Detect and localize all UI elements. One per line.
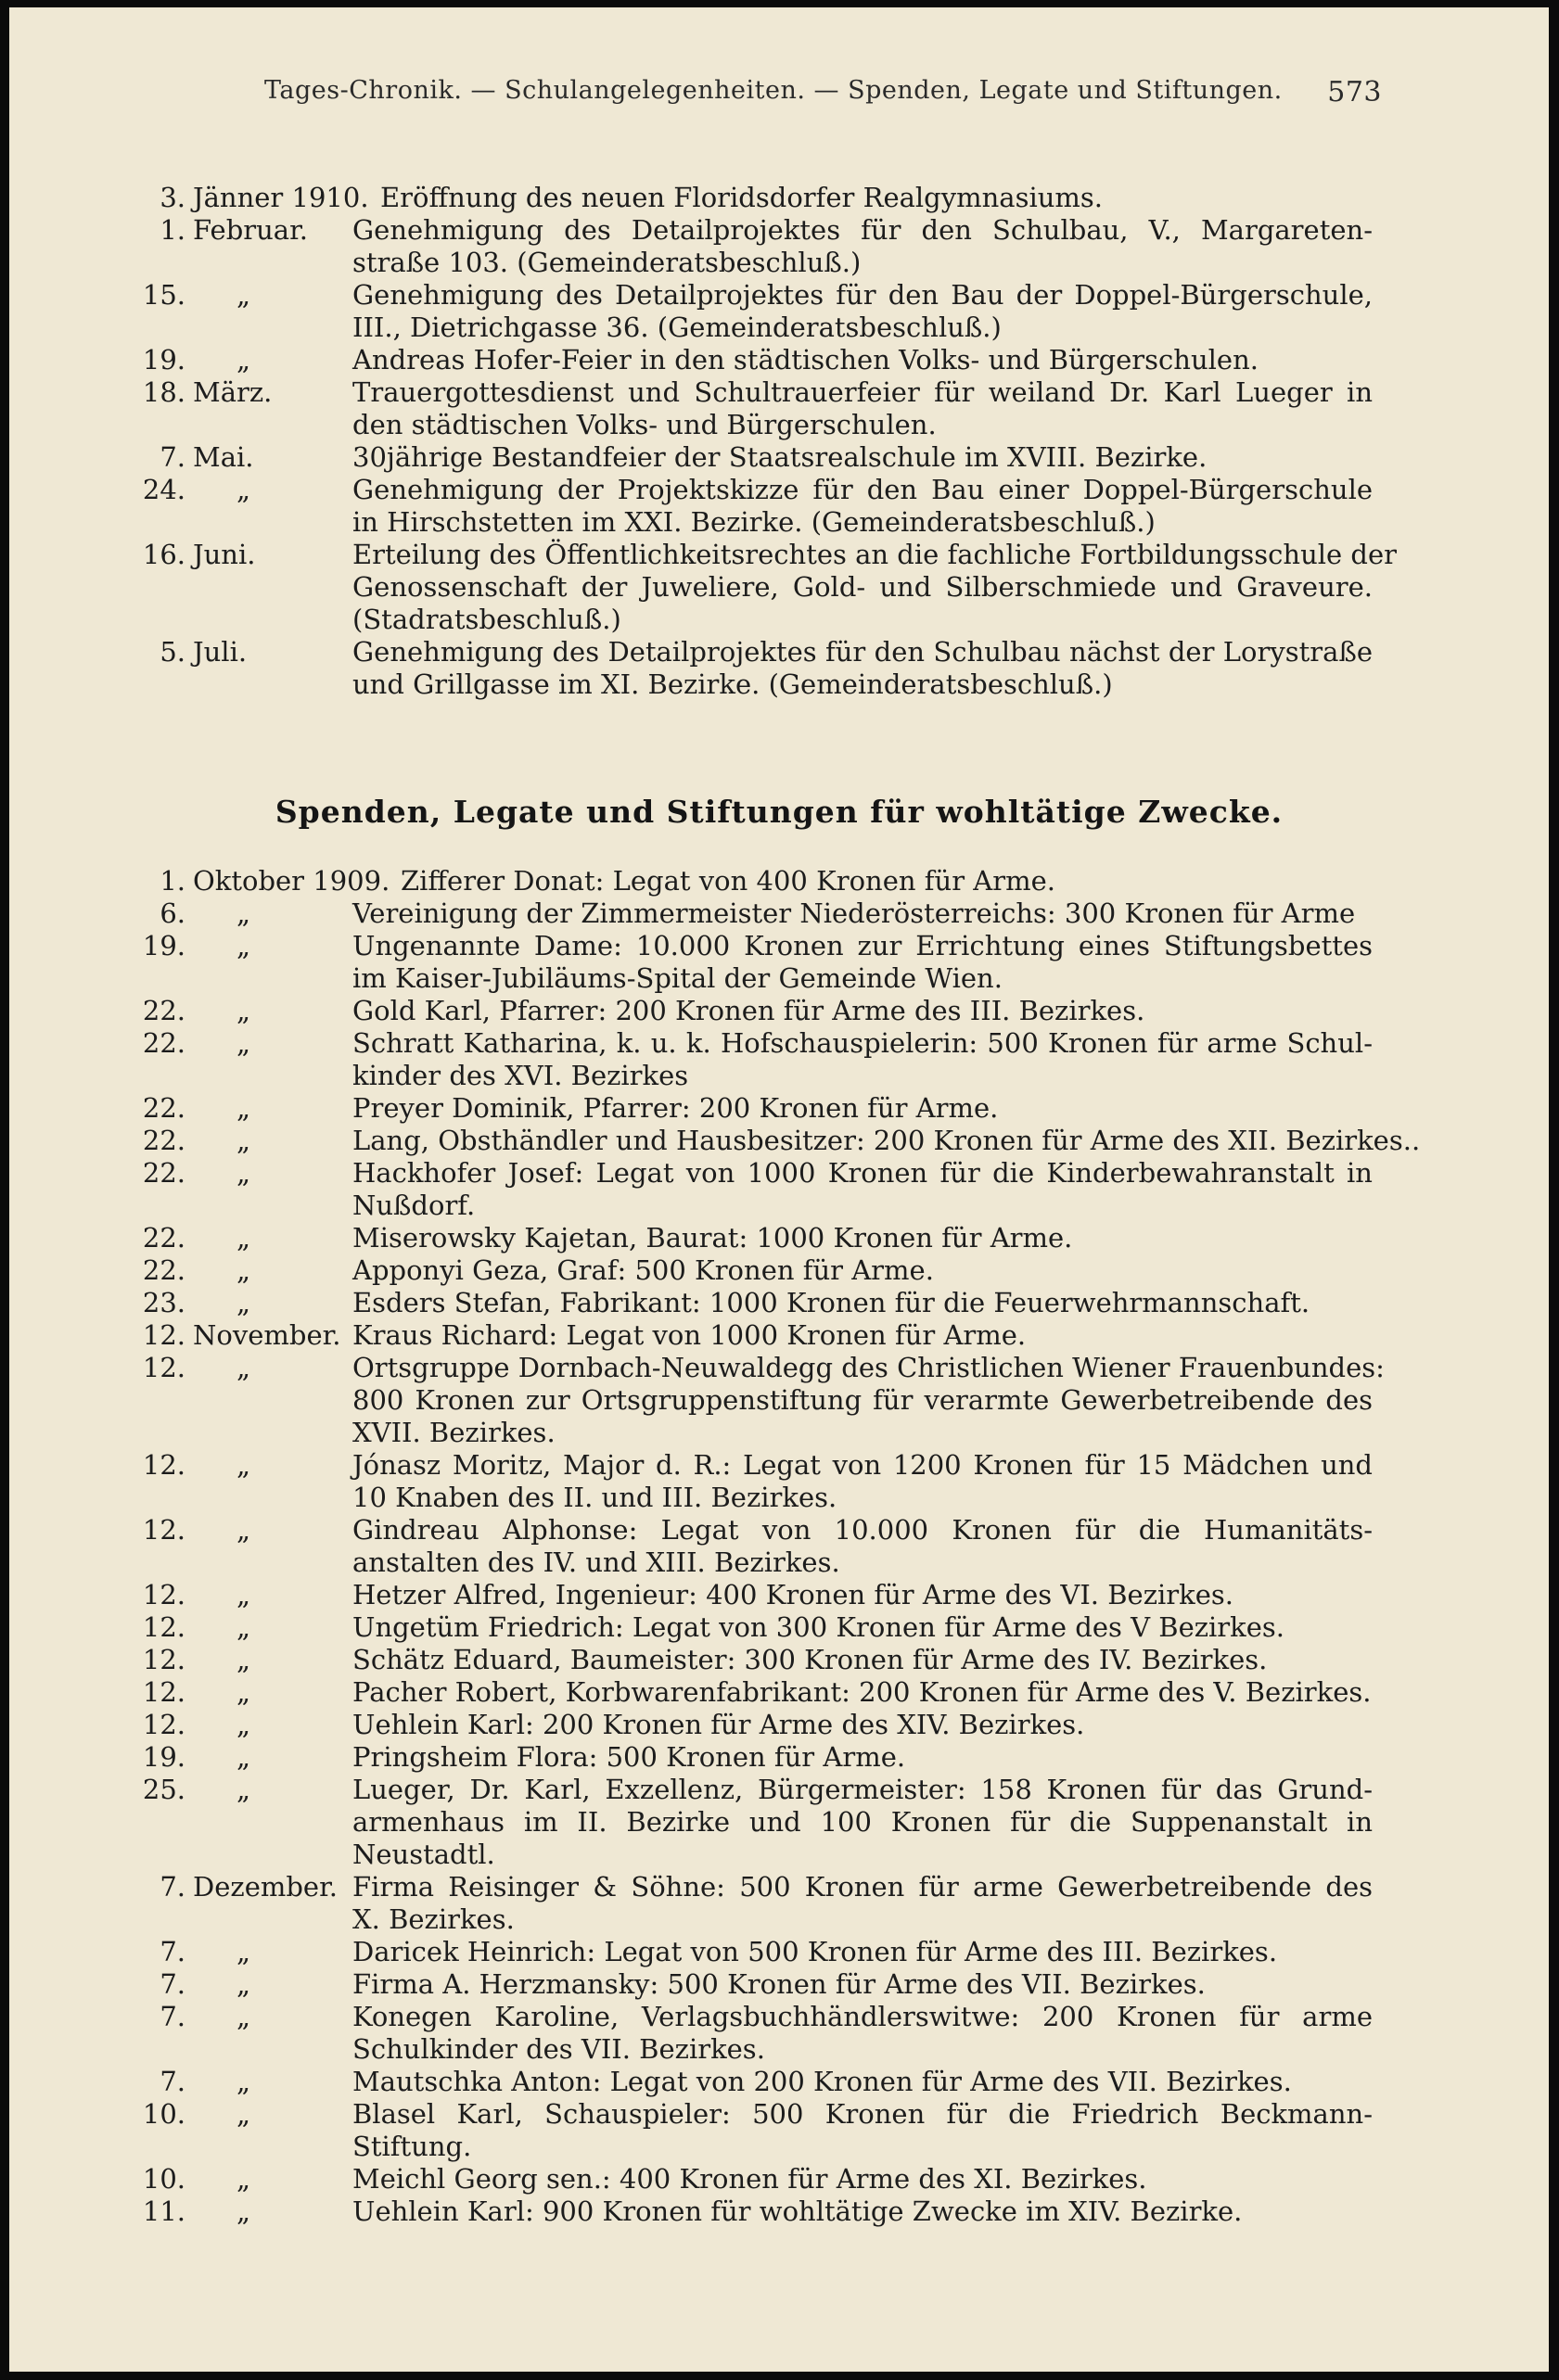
entry-line [9, 2098, 1549, 2131]
entry-text: Hetzer Alfred, Ingenieur: 400 Kronen für Arme des VI. Bezirkes. [352, 1579, 1233, 1610]
chronicle-entry [9, 1287, 1549, 1319]
entry-month: „ [236, 2098, 251, 2130]
entry-day: 5. [160, 636, 185, 668]
entry-line [9, 2163, 1549, 2195]
chronicle-entry [9, 2195, 1549, 2228]
chronicle-entry [9, 2163, 1549, 2195]
entry-day: 1. [160, 214, 185, 246]
entry-day: 16. [142, 539, 185, 570]
entry-text: Genehmigung des Detailprojektes für den Schulbau, V., Margareten- [352, 214, 1373, 246]
entry-text: Preyer Dominik, Pfarrer: 200 Kronen für Arme. [352, 1092, 999, 1124]
entry-day: 12. [142, 1676, 185, 1708]
entry-text: Genehmigung der Projektskizze für den Bau einer Doppel-Bürgerschule [352, 474, 1373, 505]
entry-line [9, 995, 1549, 1027]
entry-text: Uehlein Karl: 200 Kronen für Arme des XIV. Bezirkes. [352, 1709, 1085, 1740]
entry-line [9, 539, 1549, 571]
entry-month: „ [236, 1709, 251, 1740]
entry-day: 11. [142, 2195, 185, 2227]
chronicle-entry [9, 636, 1549, 701]
entry-line [9, 1254, 1549, 1287]
entry-text: straße 103. (Gemeinderatsbeschluß.) [352, 247, 862, 278]
entry-text: (Stadratsbeschluß.) [352, 604, 621, 635]
entry-month: Juni. [193, 539, 256, 570]
entry-text: Erteilung des Öffentlichkeitsrechtes an die fachliche Fortbildungsschule der [352, 539, 1398, 570]
entry-line [9, 1644, 1549, 1676]
chronicle-entry [9, 1774, 1549, 1871]
entry-month: „ [236, 1936, 251, 1967]
entry-text: 800 Kronen zur Ortsgruppenstiftung für verarmte Gewerbetreibende des [352, 1384, 1373, 1416]
entry-line [9, 1546, 1549, 1579]
entry-month: „ [236, 2001, 251, 2032]
chronicle-entry [9, 897, 1549, 930]
entry-day: 10. [142, 2163, 185, 2195]
entry-day: 12. [142, 1449, 185, 1481]
entry-month: „ [236, 1027, 251, 1059]
entry-month: Mai. [193, 441, 254, 473]
entry-line [9, 1611, 1549, 1644]
entry-day: 10. [142, 2098, 185, 2130]
entry-month: November. [193, 1319, 341, 1351]
entry-day: 22. [142, 1092, 185, 1124]
entry-text: Andreas Hofer-Feier in den städtischen Volks- und Bürgerschulen. [352, 344, 1259, 375]
entry-line [9, 1482, 1549, 1514]
chronicle-entry [9, 930, 1549, 995]
entry-day: 22. [142, 995, 185, 1026]
entry-line [9, 1871, 1549, 1903]
entry-text: Genehmigung des Detailprojektes für den Schulbau nächst der Lorystraße [352, 636, 1373, 668]
entry-line [9, 279, 1549, 312]
entry-line [9, 1806, 1549, 1839]
chronicle-entry [9, 441, 1549, 474]
entry-line [9, 1125, 1549, 1157]
chronicle-entry [9, 1709, 1549, 1741]
entry-text: Vereinigung der Zimmermeister Niederösterreichs: 300 Kronen für Arme [352, 897, 1356, 929]
entry-text: kinder des XVI. Bezirkes [352, 1060, 689, 1091]
chronicle-entry [9, 1611, 1549, 1644]
entry-day: 12. [142, 1352, 185, 1383]
entry-text: Mautschka Anton: Legat von 200 Kronen für Arme des VII. Bezirkes. [352, 2066, 1292, 2097]
entry-month: Juli. [193, 636, 248, 668]
entry-day: 25. [142, 1774, 185, 1805]
entry-day: 23. [142, 1287, 185, 1318]
entry-month: „ [236, 2066, 251, 2097]
entry-month: „ [236, 1611, 251, 1643]
entry-text: Kraus Richard: Legat von 1000 Kronen für Arme. [352, 1319, 1027, 1351]
entry-text: Jónasz Moritz, Major d. R.: Legat von 1200 Kronen für 15 Mädchen und [352, 1449, 1373, 1481]
chronicle-entry [9, 995, 1549, 1027]
entry-text: Pringsheim Flora: 500 Kronen für Arme. [352, 1741, 906, 1773]
entry-day: 7. [160, 1936, 185, 1967]
entry-line [9, 1449, 1549, 1482]
entry-line [9, 1741, 1549, 1774]
entry-text: Konegen Karoline, Verlagsbuchhändlerswitwe: 200 Kronen für arme [352, 2001, 1373, 2032]
entry-text: Schratt Katharina, k. u. k. Hofschauspielerin: 500 Kronen für arme Schul- [352, 1027, 1373, 1059]
entry-day: 12. [142, 1611, 185, 1643]
entry-line [9, 2195, 1549, 2228]
entry-line [9, 474, 1549, 506]
entry-month: „ [236, 2195, 251, 2227]
entry-day: 12. [142, 1319, 185, 1351]
entry-line [9, 1027, 1549, 1060]
entry-month: „ [236, 1287, 251, 1318]
entry-line [9, 668, 1549, 701]
entry-line [9, 1287, 1549, 1319]
chronicle-entry [9, 1092, 1549, 1125]
entry-line [9, 930, 1549, 962]
chronicle-entry [9, 1222, 1549, 1254]
entry-text: Zifferer Donat: Legat von 400 Kronen für Arme. [401, 865, 1055, 897]
entry-day: 22. [142, 1254, 185, 1286]
entry-day: 22. [142, 1222, 185, 1254]
entry-month: „ [236, 1449, 251, 1481]
entry-line [9, 2131, 1549, 2163]
chronicle-entry [9, 1254, 1549, 1287]
entry-line [9, 376, 1549, 409]
entry-text: Firma Reisinger & Söhne: 500 Kronen für arme Gewerbetreibende des [352, 1871, 1373, 1903]
entry-month: „ [236, 930, 251, 961]
entry-text: und Grillgasse im XI. Bezirke. (Gemeinderatsbeschluß.) [352, 668, 1113, 700]
entry-text: Trauergottesdienst und Schultrauerfeier für weiland Dr. Karl Lueger in [352, 376, 1373, 408]
entry-line [9, 1579, 1549, 1611]
entry-text: Genehmigung des Detailprojektes für den Bau der Doppel-Bürgerschule, [352, 279, 1373, 311]
entry-text: XVII. Bezirkes. [352, 1417, 556, 1448]
donations-list [9, 865, 1549, 2228]
entry-text: Uehlein Karl: 900 Kronen für wohltätige Zwecke im XIV. Bezirke. [352, 2195, 1243, 2227]
chronicle-entry [9, 1644, 1549, 1676]
entry-text: Genossenschaft der Juweliere, Gold- und Silberschmiede und Graveure. [352, 571, 1373, 603]
entry-month: „ [236, 1092, 251, 1124]
entry-day: 18. [142, 376, 185, 408]
chronicle-entry [9, 1352, 1549, 1449]
entry-text: Ungenannte Dame: 10.000 Kronen zur Errichtung eines Stiftungsbettes [352, 930, 1373, 961]
entry-month: „ [236, 1352, 251, 1383]
entry-text: Blasel Karl, Schauspieler: 500 Kronen für die Friedrich Beckmann- [352, 2098, 1373, 2130]
chronicle-entry [9, 1125, 1549, 1157]
entry-text: Hackhofer Josef: Legat von 1000 Kronen für die Kinderbewahranstalt in [352, 1157, 1373, 1189]
entry-day: 12. [142, 1579, 185, 1610]
entry-line [9, 214, 1549, 247]
entry-text: Meichl Georg sen.: 400 Kronen für Arme des XI. Bezirkes. [352, 2163, 1147, 2195]
entry-text: III., Dietrichgasse 36. (Gemeinderatsbeschluß.) [352, 312, 1002, 343]
entry-month: „ [236, 1254, 251, 1286]
entry-line [9, 1417, 1549, 1449]
entry-month: „ [236, 1774, 251, 1805]
entry-text: Schulkinder des VII. Bezirkes. [352, 2033, 765, 2065]
entry-line [9, 1384, 1549, 1417]
page-number: 573 [1327, 76, 1382, 108]
entry-text: Daricek Heinrich: Legat von 500 Kronen für Arme des III. Bezirkes. [352, 1936, 1278, 1967]
entry-line [9, 506, 1549, 539]
entry-month: Jänner 1910. [193, 182, 369, 213]
entry-day: 22. [142, 1157, 185, 1189]
entry-text: Ortsgruppe Dornbach-Neuwaldegg des Christlichen Wiener Frauenbundes: [352, 1352, 1385, 1383]
entry-day: 15. [142, 279, 185, 311]
entry-text: Schätz Eduard, Baumeister: 300 Kronen für Arme des IV. Bezirkes. [352, 1644, 1268, 1675]
entry-month: „ [236, 1644, 251, 1675]
entry-text: Pacher Robert, Korbwarenfabrikant: 200 Kronen für Arme des V. Bezirkes. [352, 1676, 1372, 1708]
chronicle-entry [9, 865, 1549, 897]
entry-month: „ [236, 344, 251, 375]
entry-day: 12. [142, 1644, 185, 1675]
entry-text: Firma A. Herzmansky: 500 Kronen für Arme des VII. Bezirkes. [352, 1968, 1206, 2000]
entry-line [9, 1319, 1549, 1352]
entry-line [9, 1839, 1549, 1871]
entry-text: X. Bezirkes. [352, 1903, 515, 1935]
entry-line [9, 1676, 1549, 1709]
entry-month: Oktober 1909. [193, 865, 390, 897]
entry-line [9, 604, 1549, 636]
chronicle-entry [9, 182, 1549, 214]
entry-month: „ [236, 279, 251, 311]
entry-day: 7. [160, 2001, 185, 2032]
chronicle-entry [9, 1157, 1549, 1222]
entry-day: 24. [142, 474, 185, 505]
entry-text: Apponyi Geza, Graf: 500 Kronen für Arme. [352, 1254, 934, 1286]
chronicle-entry [9, 1449, 1549, 1514]
entry-month: „ [236, 897, 251, 929]
section-title: Spenden, Legate und Stiftungen für wohltätige Zwecke. [275, 794, 1284, 830]
entry-line [9, 1352, 1549, 1384]
chronicle-entry [9, 344, 1549, 376]
entry-text: Miserowsky Kajetan, Baurat: 1000 Kronen für Arme. [352, 1222, 1073, 1254]
entry-line [9, 1190, 1549, 1222]
entry-line [9, 897, 1549, 930]
chronicle-entry [9, 2066, 1549, 2098]
entry-text: den städtischen Volks- und Bürgerschulen. [352, 409, 937, 440]
entry-month: „ [236, 1579, 251, 1610]
entry-month: „ [236, 1222, 251, 1254]
chronicle-entry [9, 1579, 1549, 1611]
entry-line [9, 1060, 1549, 1092]
entry-text: 30jährige Bestandfeier der Staatsrealschule im XVIII. Bezirke. [352, 441, 1208, 473]
entry-text: Stiftung. [352, 2131, 472, 2162]
entry-text: Neustadtl. [352, 1839, 495, 1870]
entry-line [9, 441, 1549, 474]
entry-month: „ [236, 1157, 251, 1189]
entry-line [9, 1968, 1549, 2001]
entry-text: armenhaus im II. Bezirke und 100 Kronen für die Suppenanstalt in [352, 1806, 1373, 1838]
entry-month: „ [236, 995, 251, 1026]
entry-month: „ [236, 1741, 251, 1773]
entry-month: „ [236, 1125, 251, 1156]
entry-day: 22. [142, 1027, 185, 1059]
entry-text: Eröffnung des neuen Floridsdorfer Realgymnasiums. [380, 182, 1104, 213]
chronicle-entry [9, 1676, 1549, 1709]
entry-line [9, 1157, 1549, 1190]
entry-line [9, 247, 1549, 279]
chronicle-entry [9, 1319, 1549, 1352]
entry-line [9, 1092, 1549, 1125]
entry-line [9, 962, 1549, 995]
document-page [9, 7, 1549, 2372]
chronicle-entry [9, 1936, 1549, 1968]
chronicle-entry [9, 1514, 1549, 1579]
entry-line [9, 1774, 1549, 1806]
chronicle-entry [9, 279, 1549, 344]
chronicle-entry [9, 1027, 1549, 1092]
entry-day: 22. [142, 1125, 185, 1156]
entry-line [9, 1222, 1549, 1254]
entry-month: Februar. [193, 214, 308, 246]
entry-line [9, 1514, 1549, 1546]
entry-text: Lang, Obsthändler und Hausbesitzer: 200 Kronen für Arme des XII. Bezirkes.. [352, 1125, 1421, 1156]
chronicle-entry [9, 539, 1549, 636]
chronicle-entry [9, 1968, 1549, 2001]
entry-line [9, 2066, 1549, 2098]
entry-text: 10 Knaben des II. und III. Bezirkes. [352, 1482, 837, 1513]
entry-text: Gindreau Alphonse: Legat von 10.000 Kronen für die Humanitäts- [352, 1514, 1373, 1546]
entry-month: „ [236, 1514, 251, 1546]
entry-day: 7. [160, 441, 185, 473]
entry-month: „ [236, 1676, 251, 1708]
entry-day: 6. [160, 897, 185, 929]
running-header [264, 76, 1382, 108]
entry-text: Lueger, Dr. Karl, Exzellenz, Bürgermeister: 158 Kronen für das Grund- [352, 1774, 1373, 1805]
entry-line [9, 865, 1549, 897]
entry-line [9, 1936, 1549, 1968]
entry-day: 12. [142, 1709, 185, 1740]
entry-month: „ [236, 1968, 251, 2000]
entry-text: Ungetüm Friedrich: Legat von 300 Kronen für Arme des V Bezirkes. [352, 1611, 1284, 1643]
entry-day: 12. [142, 1514, 185, 1546]
entry-day: 19. [142, 930, 185, 961]
entry-line [9, 636, 1549, 668]
entry-text: in Hirschstetten im XXI. Bezirke. (Gemeinderatsbeschluß.) [352, 506, 1156, 538]
header-title: Tages-Chronik. — Schulangelegenheiten. — Spenden, Legate und Stiftungen. [264, 76, 1283, 105]
entry-line [9, 1709, 1549, 1741]
entry-day: 7. [160, 1968, 185, 2000]
entry-day: 7. [160, 1871, 185, 1903]
entry-text: Gold Karl, Pfarrer: 200 Kronen für Arme des III. Bezirkes. [352, 995, 1145, 1026]
entry-line [9, 2033, 1549, 2066]
entry-line [9, 2001, 1549, 2033]
entry-line [9, 344, 1549, 376]
entry-line [9, 312, 1549, 344]
entry-text: im Kaiser-Jubiläums-Spital der Gemeinde Wien. [352, 962, 1003, 994]
entry-text: anstalten des IV. und XIII. Bezirkes. [352, 1546, 840, 1578]
chronicle-entry [9, 2098, 1549, 2163]
chronicle-entry [9, 1741, 1549, 1774]
entry-month: Dezember. [193, 1871, 338, 1903]
chronicle-entry [9, 2001, 1549, 2066]
chronicle-entry [9, 474, 1549, 539]
chronicle-entry [9, 376, 1549, 441]
entry-text: Esders Stefan, Fabrikant: 1000 Kronen für die Feuerwehrmannschaft. [352, 1287, 1310, 1318]
entry-month: „ [236, 474, 251, 505]
entry-day: 19. [142, 344, 185, 375]
chronicle-entry [9, 1871, 1549, 1936]
chronicle-entry [9, 214, 1549, 279]
entry-text: Nußdorf. [352, 1190, 476, 1221]
entry-day: 7. [160, 2066, 185, 2097]
entry-month: „ [236, 2163, 251, 2195]
entry-line [9, 182, 1549, 214]
school-chronicle-list [9, 182, 1549, 701]
entry-line [9, 571, 1549, 604]
entry-month: März. [193, 376, 273, 408]
entry-line [9, 409, 1549, 441]
entry-line [9, 1903, 1549, 1936]
entry-day: 19. [142, 1741, 185, 1773]
entry-day: 3. [160, 182, 185, 213]
entry-day: 1. [160, 865, 185, 897]
